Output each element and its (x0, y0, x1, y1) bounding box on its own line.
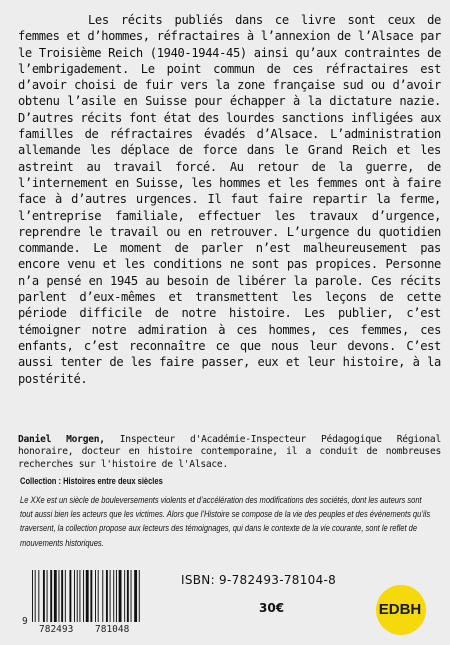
collection-description: Le XXe est un siècle de bouleversements violents et d’accélération des modifications des sociétés, dont les auteurs sont tout aussi bien les acteurs que les victimes. Alors que l’Histoire se compose de la vie des peuples et des événements qu’ils traversent, la collection propose aux lecteurs des témoignages, qui dans le contexte de la vie courante, sont le reflet de mouvements historiques. (20, 495, 431, 548)
barcode-digits-left: 782493 (39, 624, 74, 635)
barcode-digits-right: 781048 (95, 624, 130, 635)
barcode (22, 570, 162, 636)
author-bio-text: Inspecteur d'Académie-Inspecteur Pédagogique Régional honoraire, docteur en histoire contemporaine, il a conduit de nombreuses recherches sur l'histoire de l'Alsace. (18, 434, 441, 470)
logo-text: EDBH (378, 601, 422, 618)
collection-title: Collection : Histoires entre deux siècles (20, 476, 163, 486)
publisher-logo (371, 584, 429, 636)
barcode-digit-first: 9 (22, 616, 28, 627)
back-cover-summary: Les récits publiés dans ce livre sont ceux de femmes et d’hommes, réfractaires à l’annexion de l’Alsace par le Troisième Reich (1940-1944-45) ainsi qu’aux contraintes de l’embrigadement. Le point commun de ces réfractaires est d’avoir choisi de fuir vers la zone française sud ou d’avoir obtenu l’asile en Suisse pour échapper à la dictature nazie. D’autres récits font état des lourdes sanctions infligées aux familles de réfractaires évadés d’Alsace. L’administration allemande les déplace de force dans le Grand Reich et les astreint au travail forcé. Au retour de la guerre, de l’internement en Suisse, les hommes et les femmes ont à faire face à d’autres urgences. Il faut faire repartir la ferme, l’entreprise familiale, effectuer les travaux d’urgence, reprendre le travail ou en retrouver. L’urgence du quotidien commande. Le moment de parler n’est malheureusement pas encore venu et les conditions ne sont pas propices. Personne n’a pensé en 1945 au besoin de libérer la parole. Ces récits parlent d’eux-mêmes et transmettent les leçons de cette période difficile de notre histoire. Les publier, c’est témoigner notre admiration à ces hommes, ces femmes, ces enfants, c’est reconnaître ce que nous leur devons. C’est aussi tenter de les faire passer, eux et leur histoire, à la postérité. (18, 13, 441, 386)
barcode-bars (32, 570, 150, 624)
isbn: ISBN: 9-782493-78104-8 (181, 573, 337, 587)
author-name: Daniel Morgen, (18, 434, 105, 445)
price: 30€ (259, 601, 285, 615)
author-bio (18, 434, 441, 471)
